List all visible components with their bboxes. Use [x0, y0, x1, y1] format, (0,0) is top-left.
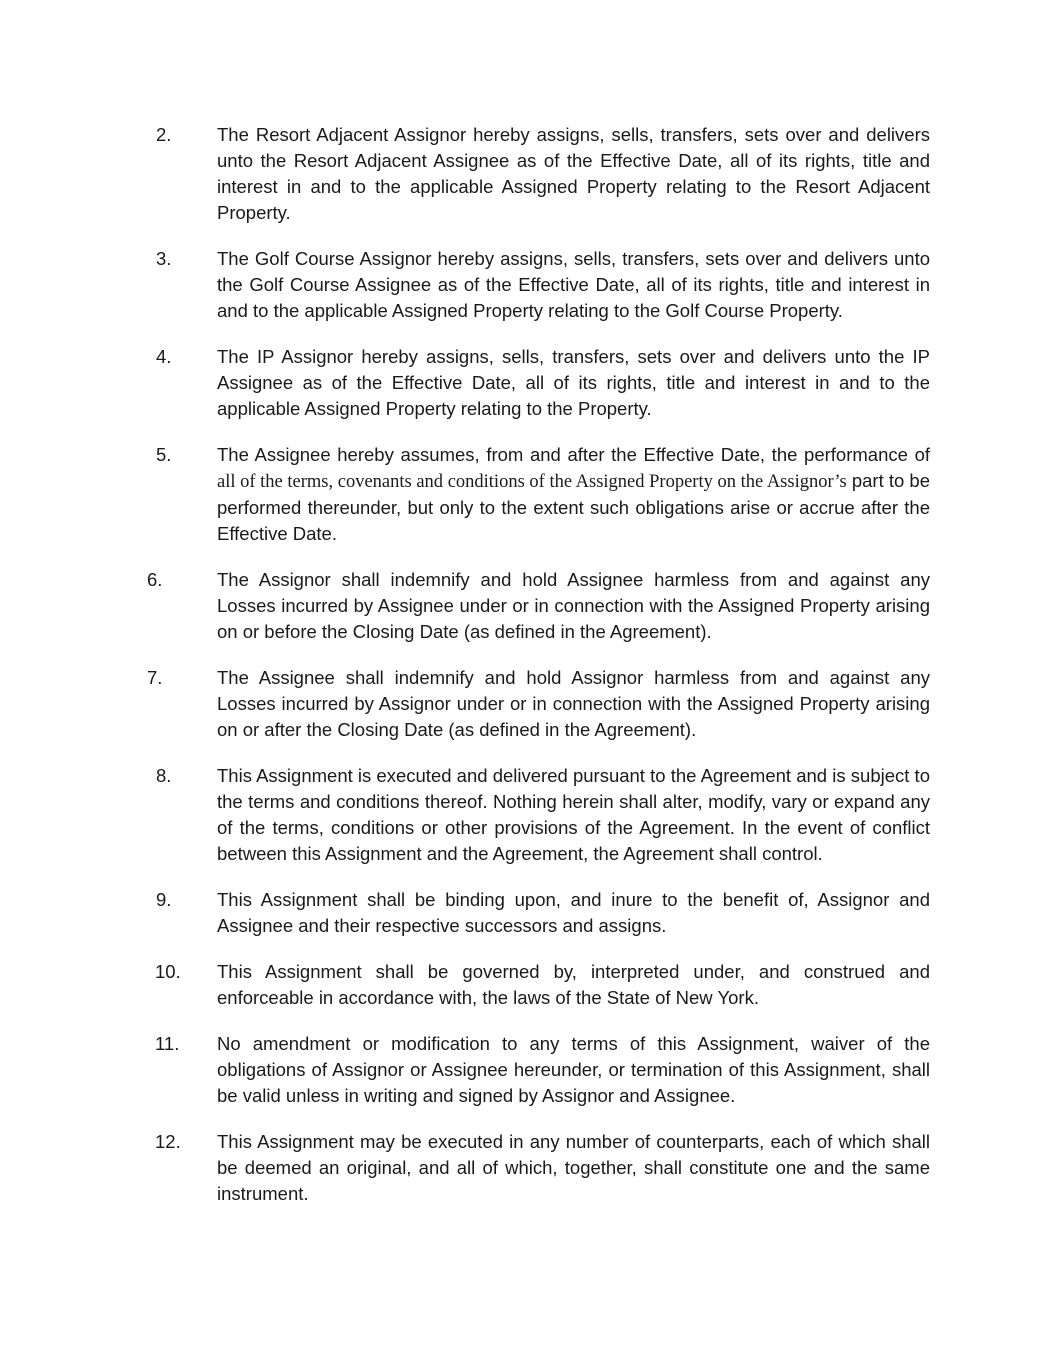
clause-number: 10.	[155, 961, 181, 982]
clause-7	[0, 665, 1055, 743]
clause-number: 4.	[156, 346, 172, 367]
clause-3	[0, 246, 1055, 324]
clause-number: 9.	[156, 889, 172, 910]
clause-number: 3.	[156, 248, 172, 269]
clause-text: The Assignee shall indemnify and hold Assignor harmless from and against any Losses incurred by Assignor under or in connection with the Assigned Property arising on or after the Closing Date (as defined in the Agreement).	[217, 667, 930, 740]
clause-4	[0, 344, 1055, 422]
clause-text: This Assignment shall be binding upon, and inure to the benefit of, Assignor and Assignee and their respective successors and assigns.	[217, 889, 930, 936]
clause-number: 6.	[147, 569, 163, 590]
clause-text: No amendment or modification to any terms of this Assignment, waiver of the obligations of Assignor or Assignee hereunder, or termination of this Assignment, shall be valid unless in writing and signed by Assignor and Assignee.	[217, 1033, 930, 1106]
clause-number: 2.	[156, 124, 172, 145]
clause-5	[0, 442, 1055, 547]
clause-2	[0, 122, 1055, 226]
clause-number: 8.	[156, 765, 172, 786]
clause-text-part: The Assignee hereby assumes, from and after the Effective Date, the performance of	[217, 444, 930, 465]
clause-text: The Assignor shall indemnify and hold Assignee harmless from and against any Losses incurred by Assignee under or in connection with the Assigned Property arising on or before the Closing Date (as defined in the Agreement).	[217, 569, 930, 642]
clause-text: This Assignment is executed and delivered pursuant to the Agreement and is subject to the terms and conditions thereof. Nothing herein shall alter, modify, vary or expand any of the terms, conditions or other provisions of the Agreement. In the event of conflict between this Assignment and the Agreement, the Agreement shall control.	[217, 765, 930, 864]
clause-9	[0, 887, 1055, 939]
clause-6	[0, 567, 1055, 645]
clause-number: 7.	[147, 667, 163, 688]
clause-text	[217, 442, 930, 547]
clause-10	[0, 959, 1055, 1011]
clause-text-part: all of the terms, covenants and conditions of the Assigned Property on the Assignor’s	[217, 472, 847, 492]
clause-text: This Assignment may be executed in any number of counterparts, each of which shall be deemed an original, and all of which, together, shall constitute one and the same instrument.	[217, 1131, 930, 1204]
clause-11	[0, 1031, 1055, 1109]
clause-text: The Resort Adjacent Assignor hereby assigns, sells, transfers, sets over and delivers unto the Resort Adjacent Assignee as of the Effective Date, all of its rights, title and interest in and to the applicable Assigned Property relating to the Resort Adjacent Property.	[217, 124, 930, 223]
clause-text: The Golf Course Assignor hereby assigns, sells, transfers, sets over and delivers unto the Golf Course Assignee as of the Effective Date, all of its rights, title and interest in and to the applicable Assigned Property relating to the Golf Course Property.	[217, 248, 930, 321]
clause-number: 12.	[155, 1131, 181, 1152]
clause-text: This Assignment shall be governed by, interpreted under, and construed and enforceable in accordance with, the laws of the State of New York.	[217, 961, 930, 1008]
clause-text: The IP Assignor hereby assigns, sells, transfers, sets over and delivers unto the IP Assignee as of the Effective Date, all of its rights, title and interest in and to the applicable Assigned Property relating to the Property.	[217, 346, 930, 419]
document-page	[0, 122, 1055, 1227]
clause-text-part: part to be performed thereunder, but only to the extent such obligations arise or accrue after the Effective Date.	[217, 470, 931, 544]
clause-12	[0, 1129, 1055, 1207]
clause-8	[0, 763, 1055, 867]
clause-number: 11.	[155, 1033, 180, 1054]
clause-number: 5.	[156, 444, 172, 465]
